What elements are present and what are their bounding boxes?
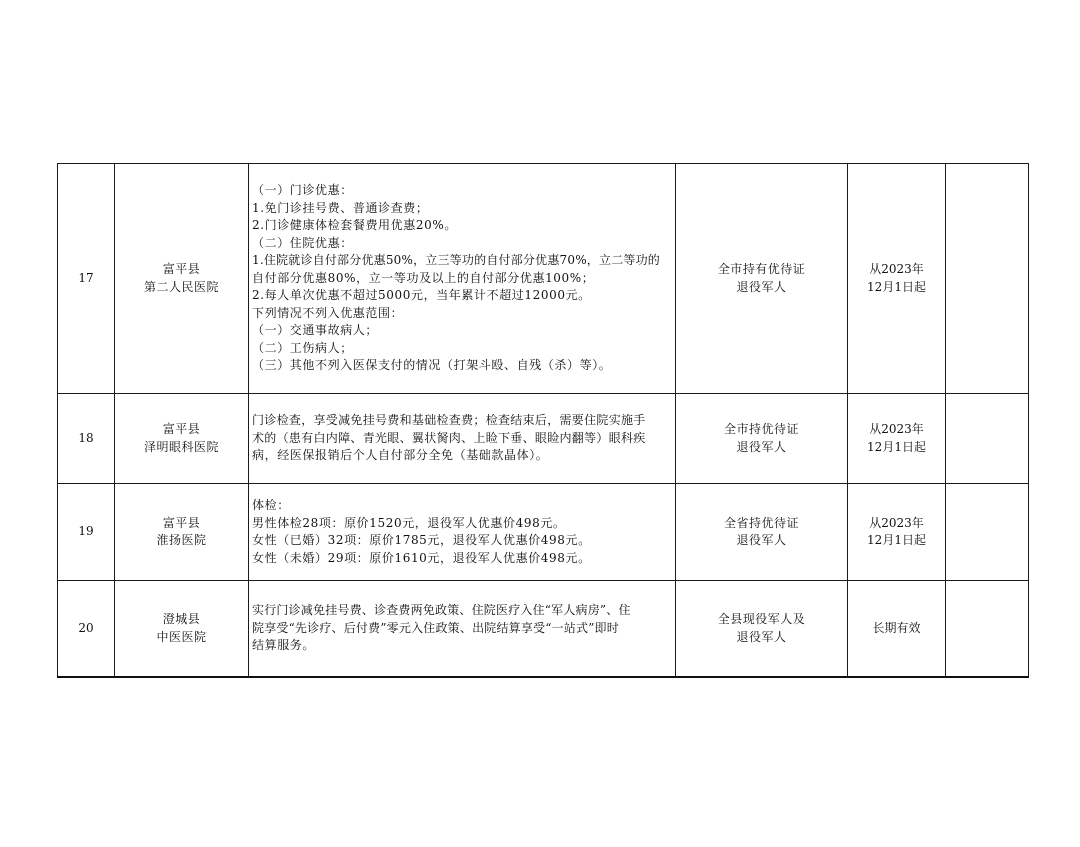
content-line: 院享受“先诊疗、后付费”零元入住政策、出院结算享受“一站式”即时 (252, 620, 619, 635)
hospital-title: 中医医院 (156, 629, 207, 644)
benefit-content (249, 484, 676, 581)
eligible-group-line: 全省持优待证 (723, 515, 799, 530)
content-line: （二）工伤病人； (252, 340, 353, 355)
eligible-group-line: 退役军人 (736, 533, 787, 547)
effective-time-line: 12月1日起 (867, 439, 926, 454)
eligible-group (676, 484, 848, 581)
remarks-cell (946, 581, 1029, 678)
hospital-county: 富平县 (162, 515, 201, 530)
content-line: 1.免门诊挂号费、普通诊查费； (252, 200, 429, 215)
hospital-name (115, 484, 249, 581)
hospital-county: 富平县 (162, 262, 201, 276)
eligible-group (676, 581, 848, 678)
eligible-group (676, 164, 848, 394)
hospital-title: 淮扬医院 (156, 533, 207, 547)
effective-time-line: 12月1日起 (867, 533, 926, 547)
effective-time-line: 从2023年 (869, 515, 924, 530)
benefit-content (249, 164, 676, 394)
effective-time (848, 164, 946, 394)
hospital-title: 第二人民医院 (143, 279, 219, 294)
veteran-benefits-table (57, 163, 1029, 678)
content-line: 下列情况不列入优惠范围： (252, 305, 404, 320)
eligible-group-line: 退役军人 (736, 279, 787, 294)
remarks-cell (946, 164, 1029, 394)
content-line: 女性（已婚）32项：原价1785元，退役军人优惠价498元。 (252, 533, 591, 547)
content-line: 体检： (252, 498, 290, 512)
table-row (58, 394, 1029, 484)
eligible-group-line: 全市持有优待证 (717, 262, 806, 276)
content-line: 2.每人单次优惠不超过5000元，当年累计不超过12000元。 (252, 288, 591, 303)
content-line: （一）门诊优惠： (252, 183, 353, 198)
content-line: 2.门诊健康体检套餐费用优惠20%。 (252, 218, 457, 233)
hospital-title: 泽明眼科医院 (143, 439, 219, 454)
hospital-name (115, 394, 249, 484)
row-number: 18 (58, 394, 115, 484)
table-row (58, 484, 1029, 581)
benefit-content (249, 581, 676, 678)
effective-time-line: 长期有效 (872, 620, 921, 635)
eligible-group-line: 退役军人 (736, 629, 787, 644)
effective-time (848, 484, 946, 581)
content-line: 自付部分优惠80%，立一等功及以上的自付部分优惠100%； (252, 270, 595, 285)
eligible-group-line: 全县现役军人及 (717, 612, 806, 626)
content-line: 病，经医保报销后个人自付部分全免（基础款晶体）。 (252, 448, 549, 463)
effective-time-line: 从2023年 (869, 262, 924, 276)
effective-time (848, 581, 946, 678)
eligible-group-line: 全市持优待证 (723, 422, 799, 436)
table-row (58, 164, 1029, 394)
content-line: 1.住院就诊自付部分优惠50%，立三等功的自付部分优惠70%，立二等功的 (252, 253, 660, 268)
content-line: （二）住院优惠： (252, 235, 353, 250)
eligible-group (676, 394, 848, 484)
content-line: 门诊检查，享受减免挂号费和基础检查费；检查结束后，需要住院实施手 (252, 413, 646, 428)
hospital-name (115, 581, 249, 678)
benefit-content (249, 394, 676, 484)
content-line: 实行门诊减免挂号费、诊查费两免政策、住院医疗入住“军人病房”、住 (252, 603, 631, 618)
content-line: （三）其他不列入医保支付的情况（打架斗殴、自残（杀）等）。 (252, 358, 612, 373)
effective-time-line: 12月1日起 (867, 279, 926, 294)
effective-time-line: 从2023年 (869, 422, 924, 436)
remarks-cell (946, 484, 1029, 581)
content-line: 男性体检28项：原价1520元，退役军人优惠价498元。 (252, 515, 566, 530)
effective-time (848, 394, 946, 484)
content-line: 术的（患有白内障、青光眼、翼状胬肉、上睑下垂、眼睑内翻等）眼科疾 (252, 430, 646, 445)
row-number: 19 (58, 484, 115, 581)
table-row (58, 581, 1029, 678)
content-line: （一）交通事故病人； (252, 323, 379, 338)
eligible-group-line: 退役军人 (736, 439, 787, 454)
hospital-county: 澄城县 (162, 612, 201, 626)
content-line: 结算服务。 (252, 638, 316, 653)
row-number: 20 (58, 581, 115, 678)
content-line: 女性（未婚）29项：原价1610元，退役军人优惠价498元。 (252, 550, 591, 565)
hospital-county: 富平县 (162, 422, 201, 436)
hospital-name (115, 164, 249, 394)
remarks-cell (946, 394, 1029, 484)
row-number: 17 (58, 164, 115, 394)
